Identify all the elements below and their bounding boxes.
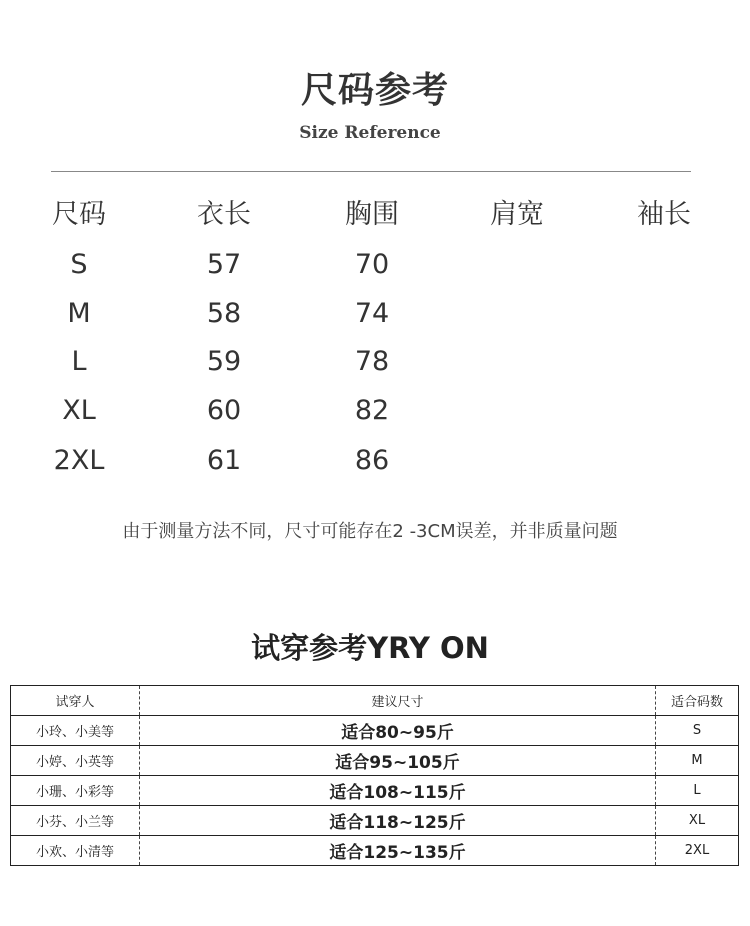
header-fit-size: 适合码数 bbox=[670, 695, 723, 710]
chest-cell: 70 bbox=[354, 249, 390, 280]
fit-cell: 2XL bbox=[656, 836, 739, 866]
tester-cell: 小婷、小英等 bbox=[11, 746, 140, 776]
size-cell: M bbox=[67, 298, 91, 329]
size-cell: S bbox=[70, 249, 88, 280]
column-header-sleeve: 袖长 bbox=[637, 199, 691, 230]
fit-cell: S bbox=[656, 716, 739, 746]
suggest-cell: 适合95~105斤 bbox=[140, 746, 656, 776]
length-cell: 57 bbox=[206, 249, 242, 280]
fit-cell: XL bbox=[656, 806, 739, 836]
fit-cell: M bbox=[656, 746, 739, 776]
length-cell: 59 bbox=[206, 346, 242, 377]
size-cell: 2XL bbox=[53, 445, 105, 476]
chest-cell: 78 bbox=[354, 346, 390, 377]
chest-cell: 82 bbox=[354, 395, 390, 426]
table-row bbox=[11, 836, 739, 866]
tester-cell: 小珊、小彩等 bbox=[11, 776, 140, 806]
table-header-row bbox=[11, 686, 739, 716]
table-row bbox=[11, 806, 739, 836]
chest-cell: 74 bbox=[354, 298, 390, 329]
column-header-size: 尺码 bbox=[52, 199, 106, 230]
table-row bbox=[11, 716, 739, 746]
tester-cell: 小玲、小美等 bbox=[11, 716, 140, 746]
try-on-table bbox=[10, 685, 739, 866]
suggest-cell: 适合118~125斤 bbox=[140, 806, 656, 836]
column-header-chest: 胸围 bbox=[345, 199, 399, 230]
length-cell: 60 bbox=[206, 395, 242, 426]
table-row bbox=[11, 746, 739, 776]
tester-cell: 小芬、小兰等 bbox=[11, 806, 140, 836]
chest-cell: 86 bbox=[354, 445, 390, 476]
length-cell: 58 bbox=[206, 298, 242, 329]
column-header-shoulder: 肩宽 bbox=[490, 199, 544, 230]
header-tester: 试穿人 bbox=[11, 686, 140, 716]
size-cell: L bbox=[71, 346, 87, 377]
try-on-title: 试穿参考YRY ON bbox=[251, 631, 489, 665]
size-cell: XL bbox=[62, 395, 96, 426]
column-header-length: 衣长 bbox=[197, 199, 251, 230]
table-row bbox=[11, 776, 739, 806]
header-suggested-size: 建议尺寸 bbox=[140, 686, 656, 716]
measurement-note: 由于测量方法不同，尺寸可能存在2 -3CM误差，并非质量问题 bbox=[122, 521, 618, 542]
tester-cell: 小欢、小清等 bbox=[11, 836, 140, 866]
suggest-cell: 适合125~135斤 bbox=[140, 836, 656, 866]
page-subtitle: Size Reference bbox=[299, 123, 441, 143]
fit-cell: L bbox=[656, 776, 739, 806]
length-cell: 61 bbox=[206, 445, 242, 476]
suggest-cell: 适合80~95斤 bbox=[140, 716, 656, 746]
page-title: 尺码参考 bbox=[300, 70, 449, 111]
suggest-cell: 适合108~115斤 bbox=[140, 776, 656, 806]
